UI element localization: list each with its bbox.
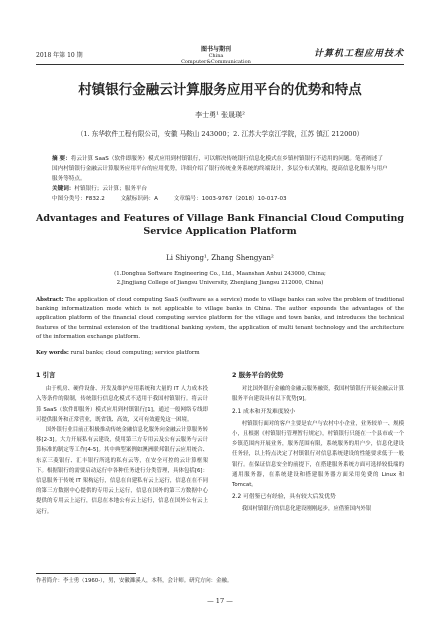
- body-paragraph: 国外银行业目前正积极推动传统金融信息化服务向金融云计算服务转移[2-3]。大力开展私有云建设，使用第三方专用云及公有云服务与云计算标准的制定等工作[4-5]。其中典型案例如澳洲联邦银行云应用统合、东京三菱银行、汇丰银行所选的私有云等，在安全可控的云计算框架下。根据银行的需要启动运行中各种任务进行分类管理，具体包括[6]：信息服务于传统 IT 架构运行，信息在自建私有云上运行，信息在在不同的第三方数据中心提供的专用云上运行，信息在国外的第三方数据中心提供的专用云上运行，信息在本地公有云上运行，信息在国外公有云上运行。: [36, 427, 208, 515]
- paper-title-en: Advantages and Features of Village Bank Financial Cloud Computing Service Application Platform: [36, 213, 405, 237]
- issue-label: 2018 年第 10 期: [36, 52, 83, 59]
- page-number: — 17 —: [207, 597, 233, 605]
- affiliation-en-line: 2.Jingjiang College of Jiangsu University, Zhenjiang Jiangsu 212000, China): [116, 279, 324, 286]
- keywords-en: [36, 350, 404, 356]
- abstract-cn-text: 将云计算 SaaS（软件即服务）模式应用到村镇银行，可以解决传统银行信息化模式在乡镇村镇银行不适用的问题。笔者阐述了国内村镇银行金融云计算服务应用平台的应用优势，详细介绍了银行传统业务系统的终端设计，多层分布式架构，提高信息化服务与用户服务等特点。: [52, 156, 388, 182]
- journal-logo-text: 图书与期刊: [200, 46, 231, 53]
- body-paragraph: 我国村镇银行的信息化建设刚刚起步，应借鉴国内外银: [241, 506, 372, 513]
- journal-english-name: China Computer&Communication: [181, 53, 251, 65]
- body-paragraph: 村镇银行面对的客户主要是农户与农村中小企业，业务较单一、规模小，且根据《村镇银行管理暂行规定》，村镇银行只能在一个县市或一个乡镇范围内开展业务，服务范围有限，系统服务的用户少，信息化建设任务轻，以上特点决定了村镇银行对信息系统建设的性能要求低于一般银行。在保证信息安全的前提下，在搭建服务系统方面可选择较低端的通用服务器，在系统建设和搭建服务器方面采用免费的 Linux 和 Tomcat。: [232, 420, 404, 489]
- classification-meta: [52, 194, 301, 202]
- keywords-cn-text: 村镇银行；云计算；服务平台: [74, 186, 148, 192]
- affiliation-cn: （1. 东华软件工程有限公司，安徽 马鞍山 243000；2. 江苏大学京江学院，江苏 镇江 212000）: [76, 130, 364, 138]
- clc-number: 中图分类号：F832.2: [52, 196, 105, 202]
- journal-logo: [181, 44, 251, 65]
- keywords-en-label: Key words:: [36, 350, 69, 356]
- subsection-heading: 2.1 成本和开发难度较小: [232, 408, 296, 415]
- article-number: 文章编号：1003-9767（2018）10-017-03: [173, 196, 287, 202]
- body-paragraph: 由于机房、硬件设备、开发及维护应用系统和大量的 IT 人力成本投入等条件的限制，传统银行信息化模式不适用于我国村镇银行。将云计算 SaaS（软件即服务）模式应用到村镇银行[1]，通过一般网络专线即可提供服务和正常营业，既省钱、高效，又可有效避免这一困境。: [36, 386, 208, 423]
- running-header: [36, 42, 404, 65]
- authors-en: Li Shiyong¹, Zhang Shengyan²: [166, 254, 274, 262]
- body-column-right: [232, 368, 404, 515]
- keywords-en-text: rural banks; cloud computing; service platform: [70, 350, 200, 356]
- document-code: 文献标识码：A: [120, 196, 158, 202]
- authors-cn: 李士勇¹ 张晟瑛²: [195, 111, 245, 119]
- paper-title-cn: 村镇银行金融云计算服务应用平台的优势和特点: [78, 82, 362, 98]
- author-footnote: 作者简介：李士勇（1960-），男，安徽濉溪人，本科，会计师。研究方向：金融。: [36, 578, 233, 584]
- abstract-en-label: Abstract:: [36, 297, 64, 303]
- abstract-en: [36, 296, 404, 342]
- keywords-cn-label: 关键词：: [52, 186, 75, 192]
- body-column-left: [36, 368, 208, 517]
- body-paragraph: 对比国外银行金融的金融云服务融资，我国村镇银行开展金融云计算服务平台建设具有以下优势[9]。: [232, 386, 404, 403]
- header-rule: [36, 64, 404, 65]
- section-heading-intro: 1 引言: [36, 371, 56, 379]
- affiliation-en-line: (1.Donghua Software Engineering Co., Ltd., Maanshan Anhui 243000, China;: [114, 271, 326, 277]
- footnote-rule: [36, 573, 136, 574]
- section-heading-platform: 2 服务平台的优势: [232, 371, 284, 379]
- abstract-en-text: The application of cloud computing SaaS (software as a service) mode to village banks can solve the problem of traditional banking informatization mode which is not applicable to village banks in China. The author expounds the advantages of the application platform of the financial cloud computing service platform for the village and town banks, and introduces the technical features of the terminal extension of the traditional banking system, the application of multi tenant technology and the architecture of the information exchange platform.: [36, 297, 404, 340]
- abstract-cn: [52, 154, 388, 184]
- subsection-heading: 2.2 可借鉴已有经验，具有较大后发优势: [232, 494, 336, 501]
- section-title: 计算机工程应用技术: [313, 49, 404, 59]
- keywords-cn: [52, 184, 388, 192]
- affiliation-en: [36, 270, 404, 287]
- abstract-cn-label: 摘 要：: [52, 156, 71, 162]
